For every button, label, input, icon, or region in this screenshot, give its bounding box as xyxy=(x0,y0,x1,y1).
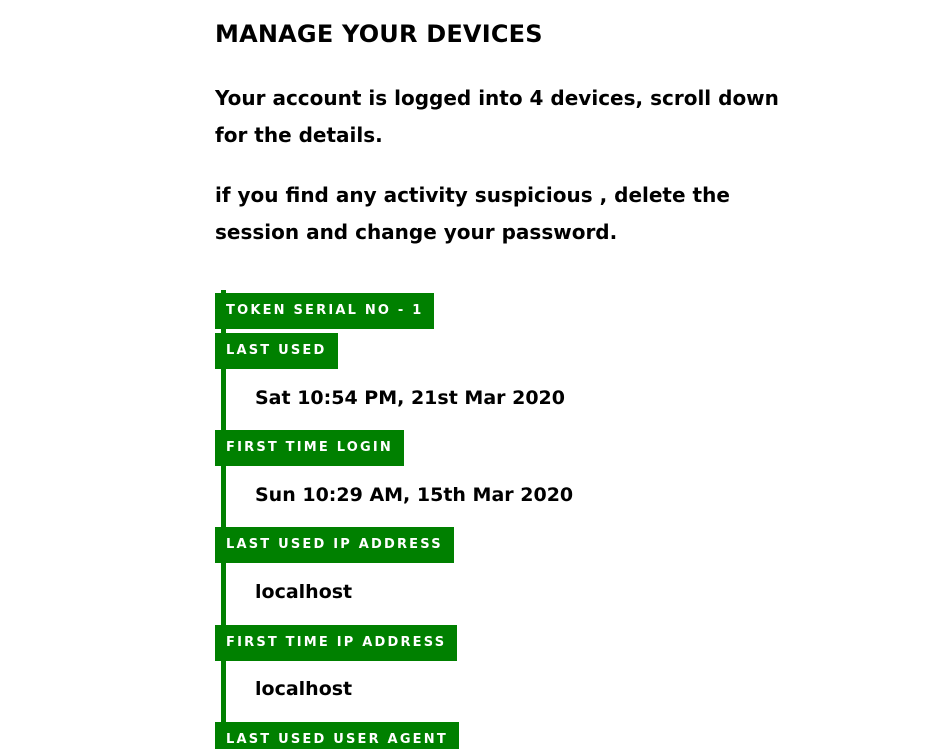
page-title: MANAGE YOUR DEVICES xyxy=(215,20,543,48)
last-user-agent-label: LAST USED USER AGENT xyxy=(215,722,459,749)
first-ip-label: FIRST TIME IP ADDRESS xyxy=(215,625,457,661)
first-login-label: FIRST TIME LOGIN xyxy=(215,430,404,466)
device-count-message: Your account is logged into 4 devices, scroll down for the details. xyxy=(215,86,779,147)
first-ip-value: localhost xyxy=(255,678,353,700)
first-login-value: Sun 10:29 AM, 15th Mar 2020 xyxy=(255,484,574,506)
last-ip-value: localhost xyxy=(255,581,353,603)
session-timeline xyxy=(215,290,795,749)
token-serial-badge: TOKEN SERIAL NO - 1 xyxy=(215,293,434,329)
last-used-label: LAST USED xyxy=(215,333,338,369)
last-ip-label: LAST USED IP ADDRESS xyxy=(215,527,454,563)
security-advice-message: if you find any activity suspicious , delete the session and change your password. xyxy=(215,183,730,244)
last-used-value: Sat 10:54 PM, 21st Mar 2020 xyxy=(255,387,566,409)
